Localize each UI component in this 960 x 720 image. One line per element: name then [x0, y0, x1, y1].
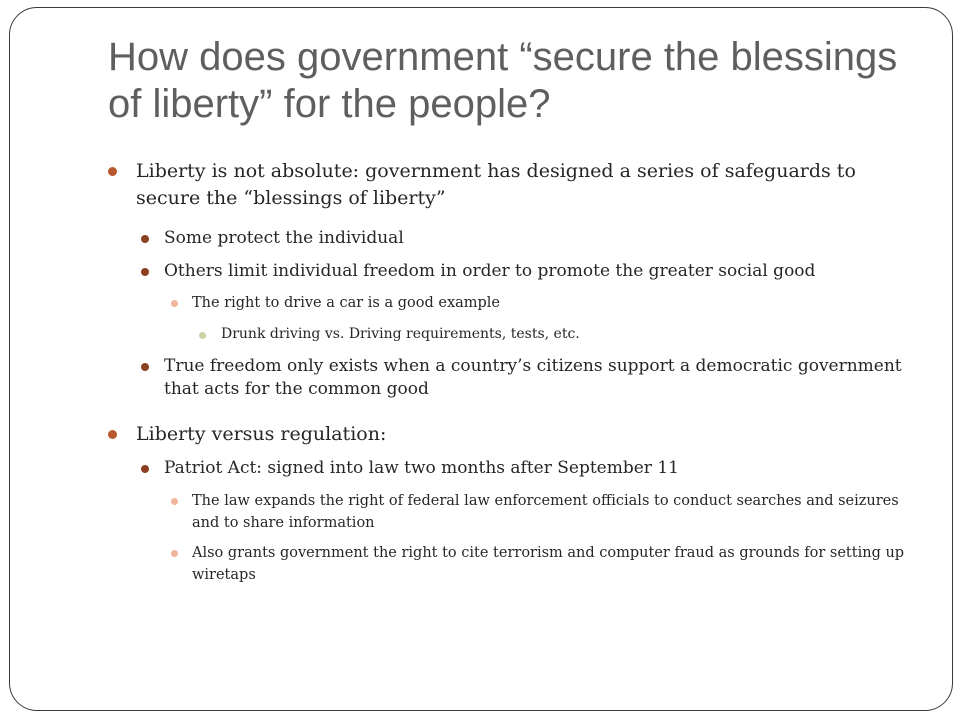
bullet-marker-level2 — [141, 235, 149, 243]
bullet-law-expands: The law expands the right of federal law enforcement officials to conduct searches and seizures and to share information — [192, 493, 899, 531]
bullet-marker-level3 — [171, 550, 178, 557]
bullet-drunk-driving: Drunk driving vs. Driving requirements, tests, etc. — [221, 326, 580, 342]
bullet-liberty-not-absolute: Liberty is not absolute: government has designed a series of safeguards to secure the “blessings of liberty” — [136, 160, 856, 209]
bullet-drive-car-example: The right to drive a car is a good example — [192, 295, 501, 311]
bullet-marker-level2 — [141, 268, 149, 276]
bullet-marker-level2 — [141, 363, 149, 371]
bullet-marker-level3 — [171, 300, 178, 307]
bullet-marker-level4 — [199, 332, 206, 339]
bullet-marker-level3 — [171, 498, 178, 505]
bullet-marker-level1 — [108, 167, 117, 176]
bullet-marker-level1 — [108, 430, 117, 439]
bullet-grants-government: Also grants government the right to cite terrorism and computer fraud as grounds for setting up wiretaps — [192, 545, 905, 583]
bullet-liberty-vs-regulation: Liberty versus regulation: — [136, 423, 387, 445]
slide-title: How does government “secure the blessings of liberty” for the people? — [108, 35, 898, 126]
bullet-marker-level2 — [141, 465, 149, 473]
bullet-true-freedom: True freedom only exists when a country’s citizens support a democratic government that acts for the common good — [164, 356, 902, 399]
bullet-limit-freedom: Others limit individual freedom in order to promote the greater social good — [164, 261, 816, 281]
bullet-protect-individual: Some protect the individual — [164, 228, 404, 248]
bullet-patriot-act: Patriot Act: signed into law two months after September 11 — [164, 458, 679, 478]
